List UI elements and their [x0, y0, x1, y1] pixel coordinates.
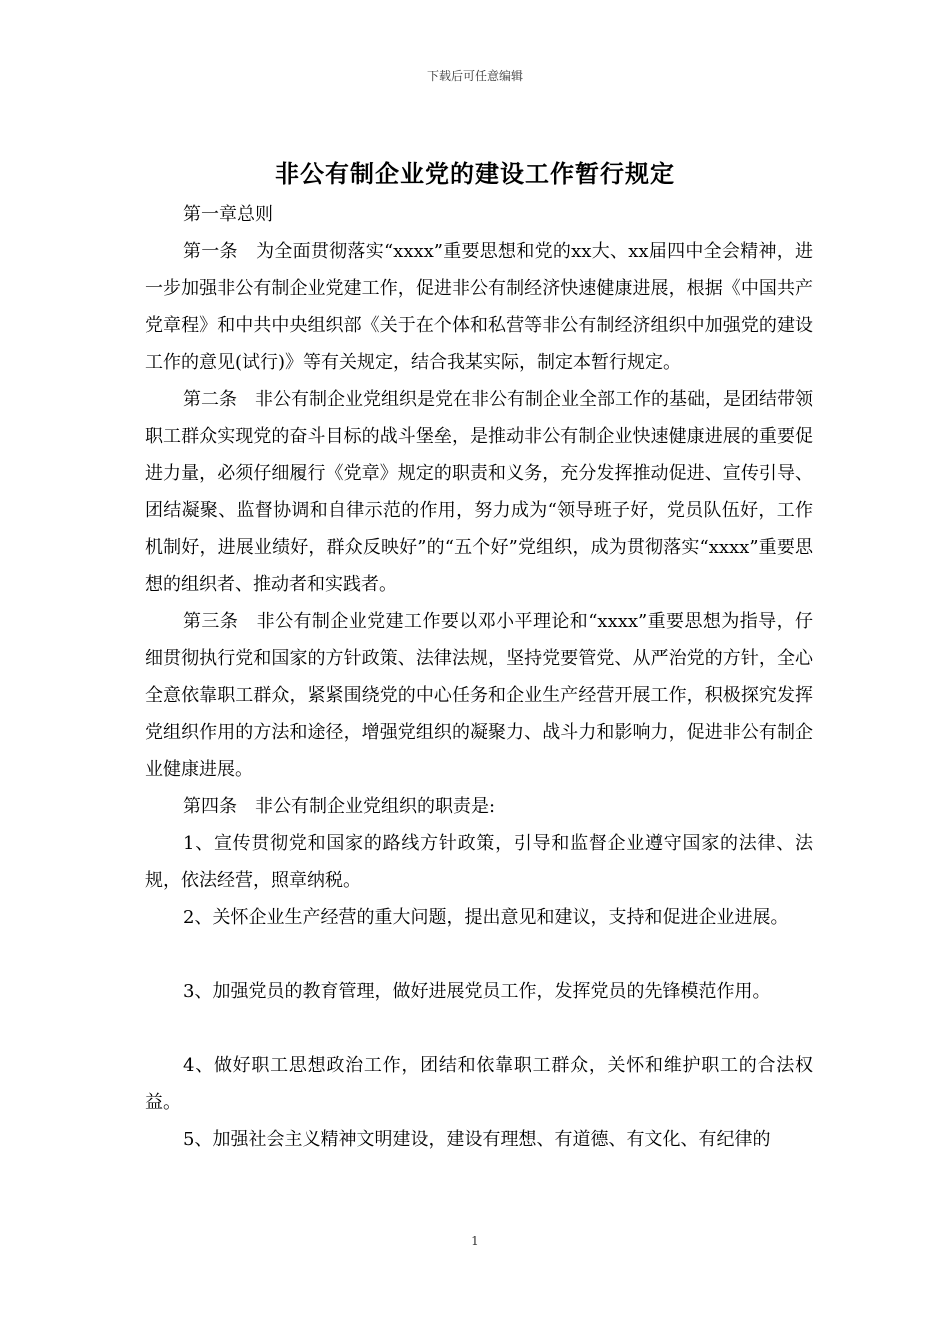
- list-item-2: 2、关怀企业生产经营的重大问题，提出意见和建议，支持和促进企业进展。: [183, 907, 789, 928]
- list-item-4: 4、做好职工思想政治工作，团结和依靠职工群众，关怀和维护职工的合法权益。: [145, 1055, 813, 1113]
- list-item-1: 1、宣传贯彻党和国家的路线方针政策，引导和监督企业遵守国家的法律、法规，依法经营，照章纳税。: [145, 833, 813, 891]
- article-2: 第二条 非公有制企业党组织是党在非公有制企业全部工作的基础，是团结带领职工群众实现党的奋斗目标的战斗堡垒，是推动非公有制企业快速健康进展的重要促进力量，必须仔细履行《党章》规定的职责和义务，充分发挥推动促进、宣传引导、团结凝聚、监督协调和自律示范的作用，努力成为“领导班子好，党员队伍好，工作机制好，进展业绩好，群众反映好”的“五个好”党组织，成为贯彻落实“xxxx”重要思想的组织者、推动者和实践者。: [145, 389, 813, 595]
- list-item-5: 5、加强社会主义精神文明建设，建设有理想、有道德、有文化、有纪律的: [183, 1129, 771, 1150]
- document-title: 非公有制企业党的建设工作暂行规定: [275, 160, 675, 188]
- article-3: 第三条 非公有制企业党建工作要以邓小平理论和“xxxx”重要思想为指导，仔细贯彻执行党和国家的方针政策、法律法规，坚持党要管党、从严治党的方针，全心全意依靠职工群众，紧紧围绕党的中心任务和企业生产经营开展工作，积极探究发挥党组织作用的方法和途径，增强党组织的凝聚力、战斗力和影响力，促进非公有制企业健康进展。: [145, 611, 813, 780]
- document-body: [145, 196, 813, 1158]
- article-1: 第一条 为全面贯彻落实“xxxx”重要思想和党的xx大、xx届四中全会精神，进一步加强非公有制企业党建工作，促进非公有制经济快速健康进展，根据《中国共产党章程》和中共中央组织部《关于在个体和私营等非公有制经济组织中加强党的建设工作的意见(试行)》等有关规定，结合我某实际，制定本暂行规定。: [145, 241, 813, 373]
- article-4: 第四条 非公有制企业党组织的职责是:: [183, 796, 496, 817]
- page-number: 1: [471, 1234, 479, 1248]
- list-item-3: 3、加强党员的教育管理，做好进展党员工作，发挥党员的先锋模范作用。: [183, 981, 771, 1002]
- header-note: 下载后可任意编辑: [426, 69, 523, 83]
- chapter-heading: 第一章总则: [183, 204, 273, 225]
